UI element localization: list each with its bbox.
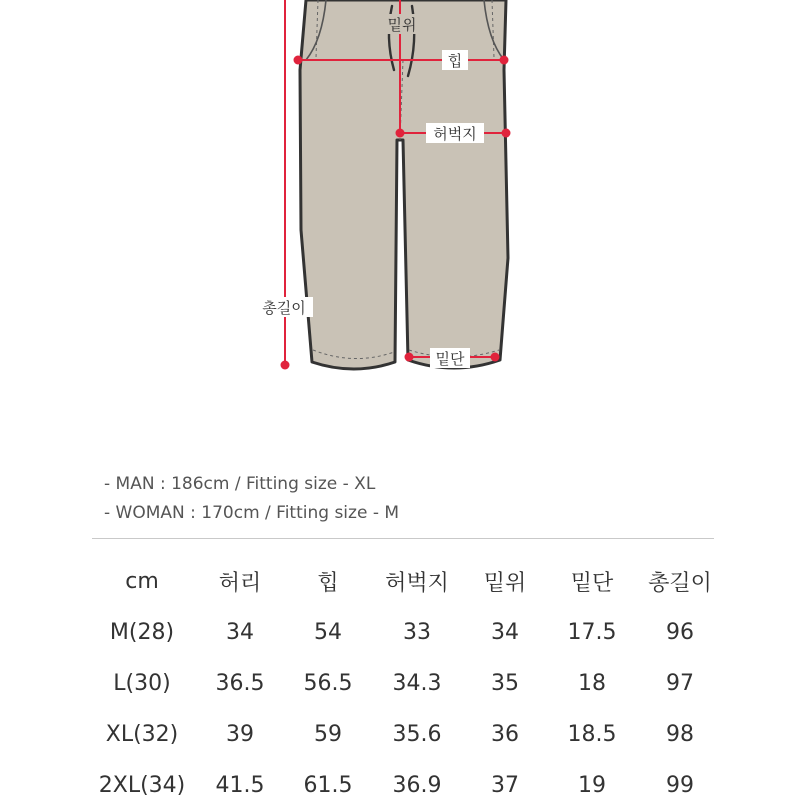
table-cell: 96	[666, 620, 694, 645]
pants-illustration	[300, 0, 508, 369]
table-cell: 97	[666, 671, 694, 696]
table-cell: 35	[491, 671, 519, 696]
table-cell: 41.5	[215, 773, 265, 798]
table-cell: 18	[578, 671, 606, 696]
header-cell: cm	[125, 569, 159, 594]
divider	[92, 538, 714, 539]
header-cell: 총길이	[648, 571, 712, 596]
table-cell: 35.6	[392, 722, 442, 747]
table-cell: 34	[226, 620, 254, 645]
header-cell: 힙	[317, 571, 339, 596]
table-cell: 99	[666, 773, 694, 798]
header-cell: 허벅지	[385, 571, 449, 596]
pants-measurement-diagram	[0, 0, 800, 400]
size-cell: L(30)	[113, 671, 171, 696]
table-header-row	[88, 556, 724, 607]
fitting-note-man: - MAN : 186cm / Fitting size - XL	[104, 474, 376, 494]
table-cell: 17.5	[567, 620, 617, 645]
fitting-notes	[104, 470, 399, 528]
table-cell: 33	[403, 620, 431, 645]
rise-label: 밑위	[387, 16, 417, 34]
table-row	[88, 607, 724, 658]
size-cell: M(28)	[109, 620, 175, 645]
table-cell: 18.5	[567, 722, 617, 747]
table-cell: 59	[314, 722, 342, 747]
length-label: 총길이	[262, 299, 306, 317]
thigh-label: 허벅지	[433, 125, 477, 143]
table-cell: 36.9	[392, 773, 442, 798]
table-cell: 36.5	[215, 671, 265, 696]
table-cell: 34.3	[392, 671, 442, 696]
table-row	[88, 709, 724, 760]
table-row	[88, 760, 724, 811]
table-row	[88, 658, 724, 709]
hem-label: 밑단	[435, 350, 465, 368]
table-cell: 36	[491, 722, 519, 747]
table-cell: 37	[491, 773, 519, 798]
table-cell: 39	[226, 722, 254, 747]
header-cell: 허리	[218, 571, 262, 596]
header-cell: 밑위	[483, 571, 527, 596]
table-cell: 61.5	[303, 773, 353, 798]
fitting-note-woman: - WOMAN : 170cm / Fitting size - M	[104, 503, 400, 523]
size-table	[88, 556, 724, 811]
table-cell: 98	[666, 722, 694, 747]
size-cell: XL(32)	[105, 722, 179, 747]
table-cell: 34	[491, 620, 519, 645]
header-cell: 밑단	[570, 571, 614, 596]
size-cell: 2XL(34)	[98, 773, 186, 798]
table-cell: 54	[314, 620, 342, 645]
hip-label: 힙	[447, 52, 463, 70]
table-cell: 56.5	[303, 671, 353, 696]
table-cell: 19	[578, 773, 606, 798]
